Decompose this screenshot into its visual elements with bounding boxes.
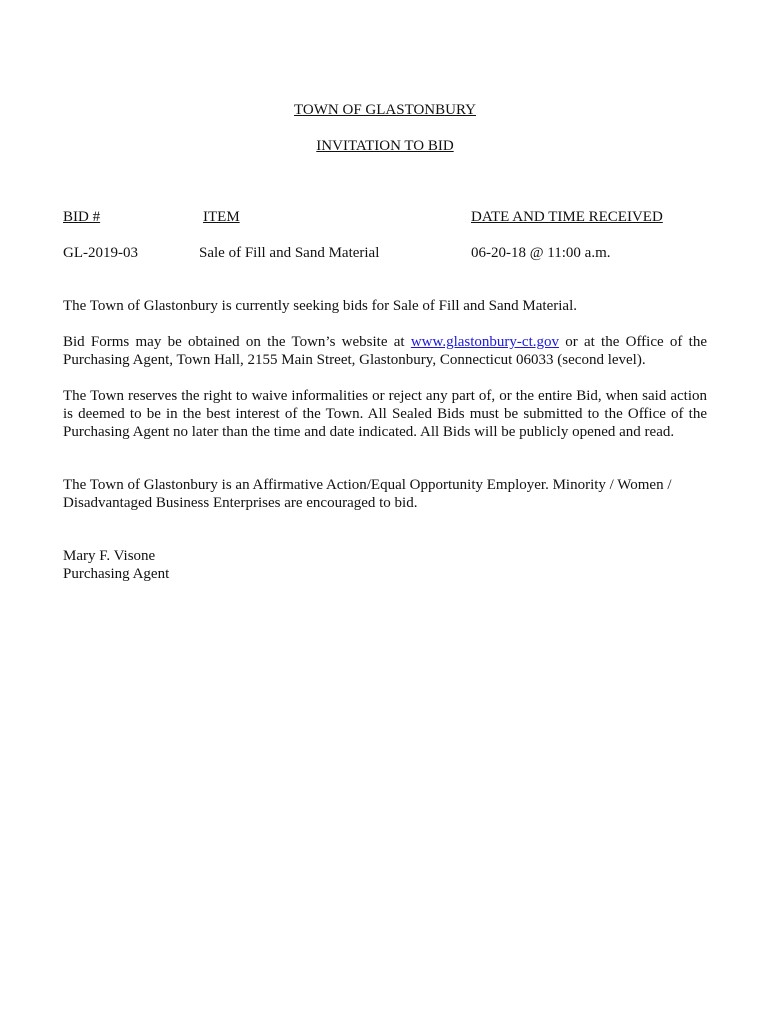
intro-paragraph: The Town of Glastonbury is currently seeking bids for Sale of Fill and Sand Material. [63,298,577,314]
bid-number-value: GL-2019-03 [63,245,138,261]
town-website-link[interactable]: www.glastonbury-ct.gov [410,334,559,350]
document-subtitle: INVITATION TO BID [316,138,454,154]
bid-forms-paragraph [63,333,707,369]
bid-number-header: BID # [63,209,101,225]
item-value: Sale of Fill and Sand Material [199,245,380,261]
bid-forms-text-start: Bid Forms may be obtained on the Town’s website at [63,334,411,350]
equal-opportunity-paragraph: The Town of Glastonbury is an Affirmative Action/Equal Opportunity Employer. Minority / Women / Disadvantaged Business Enterprises are encouraged to bid. [63,477,672,511]
date-received-header: DATE AND TIME RECEIVED [471,209,663,225]
signatory-name: Mary F. Visone [63,548,156,564]
bid-forms-text-end: or at the Office of the Purchasing Agent, Town Hall, 2155 Main Street, Glastonbury, Connecticut 06033 (second level). [63,334,707,368]
document-title: TOWN OF GLASTONBURY [294,102,476,118]
item-header: ITEM [203,209,240,225]
signatory-title: Purchasing Agent [63,566,170,582]
date-received-value: 06-20-18 @ 11:00 a.m. [471,245,611,261]
reservation-paragraph: The Town reserves the right to waive informalities or reject any part of, or the entire Bid, when said action is deemed to be in the best interest of the Town. All Sealed Bids must be submitted to the Office of the Purchasing Agent no later than the time and date indicated. All Bids will be publicly opened and read. [63,388,707,440]
